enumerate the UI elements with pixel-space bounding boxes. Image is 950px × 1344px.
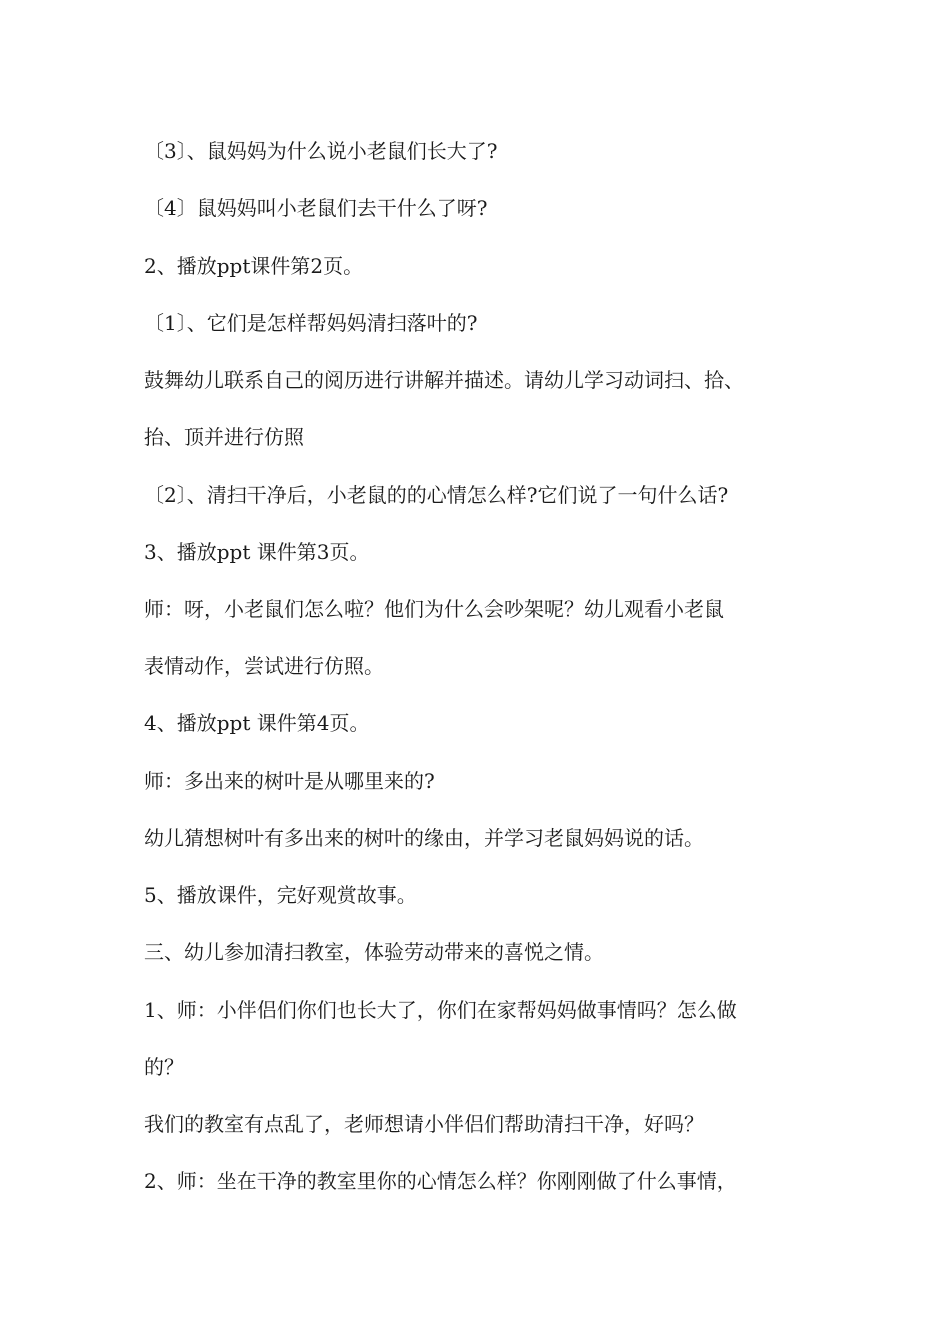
text-line: 〔1〕、它们是怎样帮妈妈清扫落叶的?: [144, 311, 478, 335]
text-line: 〔4〕鼠妈妈叫小老鼠们去干什么了呀?: [144, 196, 488, 220]
text-line: 师：多出来的树叶是从哪里来的?: [144, 769, 435, 793]
text-line: 〔2〕、清扫干净后，小老鼠的的心情怎么样?它们说了一句什么话?: [144, 483, 729, 507]
text-line: 的？: [144, 1055, 184, 1079]
text-line: 3、播放ppt 课件第3页。: [144, 540, 370, 564]
text-line: 抬、顶并进行仿照: [144, 425, 304, 449]
text-line: 1、师：小伴侣们你们也长大了，你们在家帮妈妈做事情吗？怎么做: [144, 998, 737, 1022]
text-line: 三、幼儿参加清扫教室，体验劳动带来的喜悦之情。: [144, 940, 604, 964]
text-line: 4、播放ppt 课件第4页。: [144, 711, 370, 735]
text-line: 师：呀，小老鼠们怎么啦？他们为什么会吵架呢？幼儿观看小老鼠: [144, 597, 724, 621]
text-line: 表情动作，尝试进行仿照。: [144, 654, 384, 678]
text-line: 2、播放ppt课件第2页。: [144, 254, 364, 278]
text-line: 5、播放课件，完好观赏故事。: [144, 883, 417, 907]
text-line: 鼓舞幼儿联系自己的阅历进行讲解并描述。请幼儿学习动词扫、拾、: [144, 368, 744, 392]
text-line: 幼儿猜想树叶有多出来的树叶的缘由，并学习老鼠妈妈说的话。: [144, 826, 704, 850]
text-line: 2、师：坐在干净的教室里你的心情怎么样？你刚刚做了什么事情，: [144, 1169, 737, 1193]
text-line: 我们的教室有点乱了，老师想请小伴侣们帮助清扫干净，好吗？: [144, 1112, 704, 1136]
text-line: 〔3〕、鼠妈妈为什么说小老鼠们长大了?: [144, 139, 498, 163]
